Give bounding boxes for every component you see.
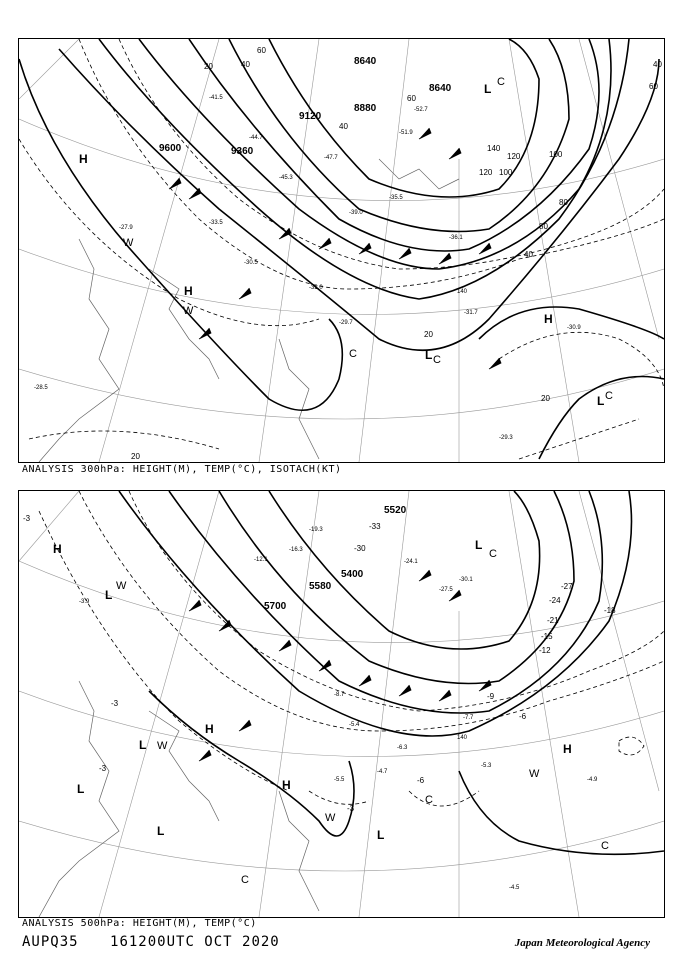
station-value: -4.7 xyxy=(377,769,388,775)
isotach-label: 20 xyxy=(204,62,213,71)
longitude-line xyxy=(19,491,79,561)
cold-center-marker: C xyxy=(605,390,613,402)
height-label: 9360 xyxy=(231,146,254,157)
coastline-kamchatka xyxy=(379,159,459,189)
chart-300hpa xyxy=(18,38,665,463)
isotherm xyxy=(519,419,639,459)
height-label: 5700 xyxy=(264,601,287,612)
longitude-line xyxy=(579,39,659,339)
chart-300hpa-caption: ANALYSIS 300hPa: HEIGHT(M), TEMP(°C), ISOTACH(KT) xyxy=(22,464,342,475)
height-label: 9600 xyxy=(159,143,182,154)
isotherm xyxy=(309,791,369,804)
height-contour xyxy=(149,691,354,836)
height-contour xyxy=(139,39,611,269)
isotach-label: 40 xyxy=(339,122,348,131)
high-pressure-marker: H xyxy=(544,312,553,326)
temp-value: -45.3 xyxy=(279,175,293,181)
isotherm-label: -6 xyxy=(519,712,527,721)
agency-credit: Japan Meteorological Agency xyxy=(514,937,650,949)
isotach-label: 20 xyxy=(131,452,140,461)
station-value: -5.4 xyxy=(349,722,360,728)
temp-value: -33.5 xyxy=(209,220,223,226)
longitude-line xyxy=(99,39,219,462)
temp-value: -29.3 xyxy=(499,435,513,441)
isotach-label: 120 xyxy=(507,152,521,161)
station-value: -16.3 xyxy=(289,547,303,553)
isotherm xyxy=(619,737,644,755)
temp-value: -52.7 xyxy=(414,107,428,113)
station-value: -4.9 xyxy=(587,777,598,783)
height-label: 8640 xyxy=(429,83,452,94)
isotherm-label: -15 xyxy=(541,632,553,641)
isotherm xyxy=(409,791,479,806)
longitude-line xyxy=(359,491,409,917)
chart-500hpa xyxy=(18,490,665,918)
isotherm-label: -21 xyxy=(547,616,559,625)
height-contour xyxy=(539,377,664,460)
high-pressure-marker: H xyxy=(282,778,291,792)
cold-center-marker: C xyxy=(425,794,433,806)
temp-value: -51.9 xyxy=(399,130,413,136)
temperature-contours xyxy=(19,39,664,459)
isotherm-label: -18 xyxy=(604,606,616,615)
temp-value: -32.0 xyxy=(309,285,323,291)
product-footer xyxy=(22,934,302,950)
cold-center-marker: C xyxy=(349,348,357,360)
temp-value: -41.5 xyxy=(209,95,223,101)
high-pressure-marker: H xyxy=(205,722,214,736)
temp-value: -47.7 xyxy=(324,155,338,161)
low-pressure-marker: L xyxy=(77,782,85,796)
isotach-label: 60 xyxy=(257,46,266,55)
valid-time: 161200UTC OCT 2020 xyxy=(110,934,280,950)
height-label: 5520 xyxy=(384,505,407,516)
warm-center-marker: W xyxy=(116,580,127,592)
warm-center-marker: W xyxy=(157,740,168,752)
isotherm xyxy=(79,39,664,289)
high-pressure-marker: H xyxy=(184,284,193,298)
cold-center-marker: C xyxy=(241,874,249,886)
cold-center-marker: C xyxy=(433,354,441,366)
coastline-japan xyxy=(279,791,319,911)
cold-center-marker: C xyxy=(489,548,497,560)
product-code: AUPQ35 xyxy=(22,934,79,950)
isotherm-label: -3 xyxy=(111,699,119,708)
isotherm-label: -12 xyxy=(539,646,551,655)
isotach-label: 40 xyxy=(241,60,250,69)
height-contour xyxy=(169,491,602,713)
high-pressure-marker: H xyxy=(563,742,572,756)
isotach-label: 40 xyxy=(524,250,533,259)
cold-center-marker: C xyxy=(601,840,609,852)
wind-barbs xyxy=(169,128,501,369)
longitude-label: 140 xyxy=(457,735,468,741)
temp-value: -30.9 xyxy=(567,325,581,331)
station-value: -4.5 xyxy=(509,885,520,891)
low-pressure-marker: L xyxy=(105,588,113,602)
height-contour xyxy=(479,307,664,339)
isotherm-label: -27 xyxy=(561,582,573,591)
low-pressure-marker: L xyxy=(484,82,492,96)
height-contour xyxy=(189,39,599,251)
warm-center-marker: W xyxy=(123,237,134,249)
isotherm-label: -3 xyxy=(347,804,355,813)
isotherm-label: -9 xyxy=(487,692,495,701)
isotach-label: 100 xyxy=(499,168,513,177)
chart-500hpa-svg xyxy=(19,491,664,917)
low-pressure-marker: L xyxy=(425,348,433,362)
isotherm-label: -24 xyxy=(549,596,561,605)
coastlines xyxy=(39,159,459,462)
low-pressure-marker: L xyxy=(157,824,165,838)
longitude-line xyxy=(259,491,319,917)
isotach-label: 100 xyxy=(549,150,563,159)
isotherm xyxy=(499,332,664,389)
station-value: -8.7 xyxy=(334,692,345,698)
isotherm-label: -3 xyxy=(23,514,31,523)
height-contour xyxy=(459,771,664,854)
station-value: -24.1 xyxy=(404,559,418,565)
isotach-label: 20 xyxy=(424,330,433,339)
longitude-line xyxy=(19,39,79,99)
isotach-label: 80 xyxy=(539,222,548,231)
height-label: 8640 xyxy=(354,56,377,67)
isotherm xyxy=(29,431,219,449)
longitude-label: 140 xyxy=(457,289,468,295)
temp-value: -29.7 xyxy=(339,320,353,326)
station-value: -3.9 xyxy=(79,599,90,605)
low-pressure-marker: L xyxy=(377,828,385,842)
wind-barbs xyxy=(189,570,491,761)
temp-value: -35.5 xyxy=(389,195,403,201)
station-value: -30.1 xyxy=(459,577,473,583)
temp-value: -28.5 xyxy=(34,385,48,391)
station-value: -6.3 xyxy=(397,745,408,751)
station-value: -7.7 xyxy=(463,715,474,721)
isotherm-label: -30 xyxy=(354,544,366,553)
isotach-label: 20 xyxy=(541,394,550,403)
warm-center-marker: W xyxy=(183,305,194,317)
temp-value: -31.7 xyxy=(464,310,478,316)
isotach-label: 40 xyxy=(653,60,662,69)
high-pressure-marker: H xyxy=(53,542,62,556)
isotherm xyxy=(129,491,664,711)
height-label: 8880 xyxy=(354,103,377,114)
height-label: 9120 xyxy=(299,111,322,122)
height-label: 5400 xyxy=(341,569,364,580)
station-value: -5.5 xyxy=(334,777,345,783)
low-pressure-marker: L xyxy=(139,738,147,752)
temp-value: -30.5 xyxy=(244,260,258,266)
station-value: -12.1 xyxy=(254,557,268,563)
isotach-label: 120 xyxy=(479,168,493,177)
isotach-label: 140 xyxy=(487,144,501,153)
latitude-line xyxy=(19,119,664,201)
isotach-label: 60 xyxy=(407,94,416,103)
chart-500hpa-caption: ANALYSIS 500hPa: HEIGHT(M), TEMP(°C) xyxy=(22,918,257,929)
warm-center-marker: W xyxy=(529,768,540,780)
isotach-label: 60 xyxy=(649,82,658,91)
height-contour xyxy=(99,39,629,299)
height-label: 5580 xyxy=(309,581,332,592)
isotach-label: 80 xyxy=(559,198,568,207)
low-pressure-marker: L xyxy=(597,394,605,408)
temp-value: -36.1 xyxy=(449,235,463,241)
isotherm-label: -3 xyxy=(99,764,107,773)
height-contours xyxy=(119,491,664,854)
isotherm xyxy=(19,139,319,326)
coastline-japan xyxy=(279,339,319,459)
coastlines xyxy=(39,681,319,917)
temp-value: -27.9 xyxy=(119,225,133,231)
low-pressure-marker: L xyxy=(475,538,483,552)
station-value: -5.3 xyxy=(481,763,492,769)
isotherm-label: -6 xyxy=(417,776,425,785)
isotherm-label: -33 xyxy=(369,522,381,531)
station-value: -19.3 xyxy=(309,527,323,533)
graticule xyxy=(19,39,664,462)
warm-center-marker: W xyxy=(325,812,336,824)
height-contour xyxy=(219,491,574,684)
chart-300hpa-svg xyxy=(19,39,664,462)
coastline-asia xyxy=(39,239,119,462)
high-pressure-marker: H xyxy=(79,152,88,166)
cold-center-marker: C xyxy=(497,76,505,88)
latitude-line xyxy=(19,249,664,314)
temp-value: -44.7 xyxy=(249,135,263,141)
coastline-asia xyxy=(39,681,119,917)
temp-value: -39.0 xyxy=(349,210,363,216)
station-value: -27.5 xyxy=(439,587,453,593)
